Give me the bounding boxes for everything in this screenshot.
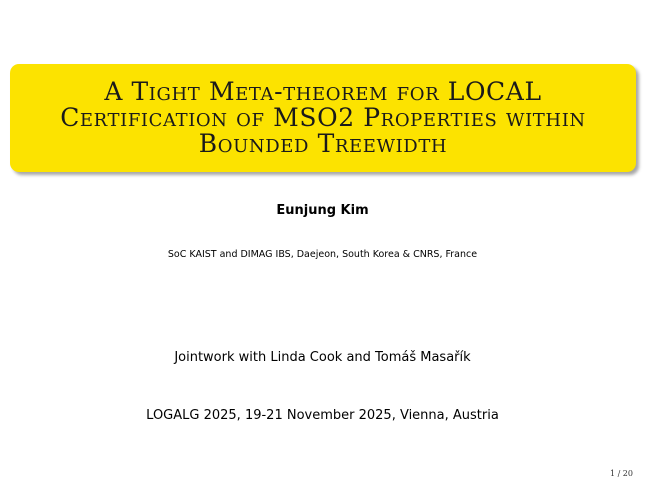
page-number: 1 / 20 [609,469,633,478]
title-line-1: A Tight Meta-theorem for LOCAL [104,77,542,106]
joint-work-note: Jointwork with Linda Cook and Tomáš Masařík [174,350,471,365]
conference-info: LOGALG 2025, 19-21 November 2025, Vienna, Austria [146,408,499,423]
author-affiliation: SoC KAIST and DIMAG IBS, Daejeon, South Korea & CNRS, France [167,249,478,260]
title-box [10,64,636,172]
author-name: Eunjung Kim [276,203,369,218]
title-line-2: Certification of MSO2 Properties within [60,103,586,132]
title-line-3: Bounded Treewidth [198,129,448,158]
